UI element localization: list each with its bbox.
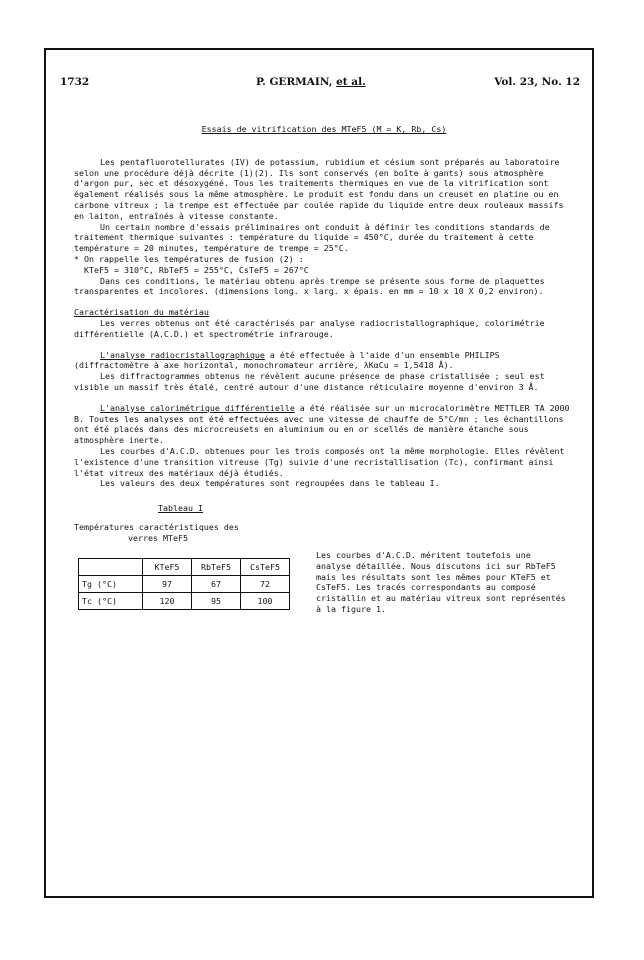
table-header-row <box>79 558 290 575</box>
table-col-header: CsTeF5 <box>241 558 290 575</box>
side-paragraph: Les courbes d'A.C.D. méritent toutefois une analyse détaillée. Nous discutons ici sur RbTeF5 mais les résultats sont les mêmes pour KTeF5 et CsTeF5. Les tracés correspondants au composé cristallin et au matériau vitreux sont représentés à la figure 1. <box>316 549 566 614</box>
heading-characterisation: Caractérisation du matériau <box>74 307 209 318</box>
et-al: et al. <box>336 76 366 88</box>
page-number: 1732 <box>60 76 90 88</box>
volume-info: Vol. 23, No. 12 <box>494 76 580 88</box>
table-row-label: Tg (°C) <box>79 575 143 592</box>
author-names: P. GERMAIN, <box>256 76 333 88</box>
calorimetrie-lead: L'analyse calorimétrique différentielle <box>100 402 295 413</box>
table-cell: 100 <box>241 592 290 609</box>
section-title: Essais de vitrification des MTeF5 (M = K, Rb, Cs) <box>201 124 447 134</box>
paragraph-radiocristallo <box>74 350 574 372</box>
calorimetrie-text: a été réalisée sur un microcalorimètre METTLER TA 2000 B. Toutes les analyses ont été effectuées avec une vitesse de chauffe de 5°C/mn ; les échantillons ont été placés dans des microcreusets en aluminium ou en or scellés de manière étanche sous atmosphère inerte. <box>74 402 570 446</box>
paragraph-2: Un certain nombre d'essais préliminaires ont conduit à définir les conditions standards de traitement thermique suivantes : température du liquide = 450°C, durée du traitement à cette température = 20 minutes, température de trempe = 25°C. <box>74 221 550 254</box>
table-col-header: KTeF5 <box>143 558 192 575</box>
fusion-temperatures: KTeF5 = 310°C, RbTeF5 = 255°C, CsTeF5 = 267°C <box>84 264 309 275</box>
table-cell: 95 <box>192 592 241 609</box>
table-caption-line2: verres MTeF5 <box>128 532 188 543</box>
running-header <box>60 76 580 92</box>
table-row <box>79 592 290 609</box>
table-cell: 67 <box>192 575 241 592</box>
table-title: Tableau I <box>158 503 203 514</box>
radiocristallo-lead: L'analyse radiocristallographique <box>100 349 265 360</box>
table-cell: 97 <box>143 575 192 592</box>
article-body <box>74 124 574 672</box>
paragraph-3: Dans ces conditions, le matériau obtenu après trempe se présente sous forme de plaquettes transparentes et incolores. (dimensions long. x larg. x épais. en mm = 10 x 10 X 0,2 environ). <box>74 275 545 297</box>
temperature-table <box>78 558 290 610</box>
paragraph-diffractogrammes: Les diffractogrammes obtenus ne révèlent aucune présence de phase cristallisée ; seul est visible un massif très étalé, centré autour d'une distance réticulaire moyenne d'environ 3 Å. <box>74 371 545 392</box>
table-col-header: RbTeF5 <box>192 558 241 575</box>
authors <box>256 76 366 88</box>
table-corner-cell <box>79 558 143 575</box>
paragraph-calorimetrie <box>74 403 574 446</box>
table-cell: 72 <box>241 575 290 592</box>
paragraph-courbes: Les courbes d'A.C.D. obtenues pour les trois composés ont la même morphologie. Elles révèlent l'existence d'une transition vitreuse (Tg) suivie d'une recristallisation (Tc), confirmant ainsi l'état vitreux des matériaux déjà étudiés. <box>74 445 565 478</box>
table-caption-line1: Températures caractéristiques des <box>74 521 239 532</box>
radiocristallo-text: a été effectuée à l'aide d'un ensemble PHILIPS (diffractomètre à axe horizontal, monochromateur arrière, λKαCu = 1,5418 Å). <box>74 349 500 371</box>
paragraph-1: Les pentafluorotellurates (IV) de potassium, rubidium et césium sont préparés au laboratoire selon une procédure déjà décrite (1)(2). Ils sont conservés (en boîte à gants) sous atmosphère d'argon pur, sec et désoxygéné. Tous les traitements thermiques en vue de la vitrification sont également réalisés sous la même atmosphère. Le produit est fondu dans un creuset en platine ou en carbone vitreux ; la trempe est effectuée par coulée rapide du liquide entre deux rouleaux massifs en laiton, entraînés à vitesse constante. <box>74 156 564 221</box>
paragraph-characterisation: Les verres obtenus ont été caractérisés par analyse radiocristallographique, colorimétrie différentielle (A.C.D.) et spectrométrie infrarouge. <box>74 317 545 339</box>
paragraph-valeurs: Les valeurs des deux températures sont regroupées dans le tableau I. <box>100 478 440 489</box>
footnote-fusion: * On rappelle les températures de fusion (2) : <box>74 253 304 264</box>
table-row-label: Tc (°C) <box>79 592 143 609</box>
table-section <box>74 522 574 672</box>
table-cell: 120 <box>143 592 192 609</box>
table-row <box>79 575 290 592</box>
